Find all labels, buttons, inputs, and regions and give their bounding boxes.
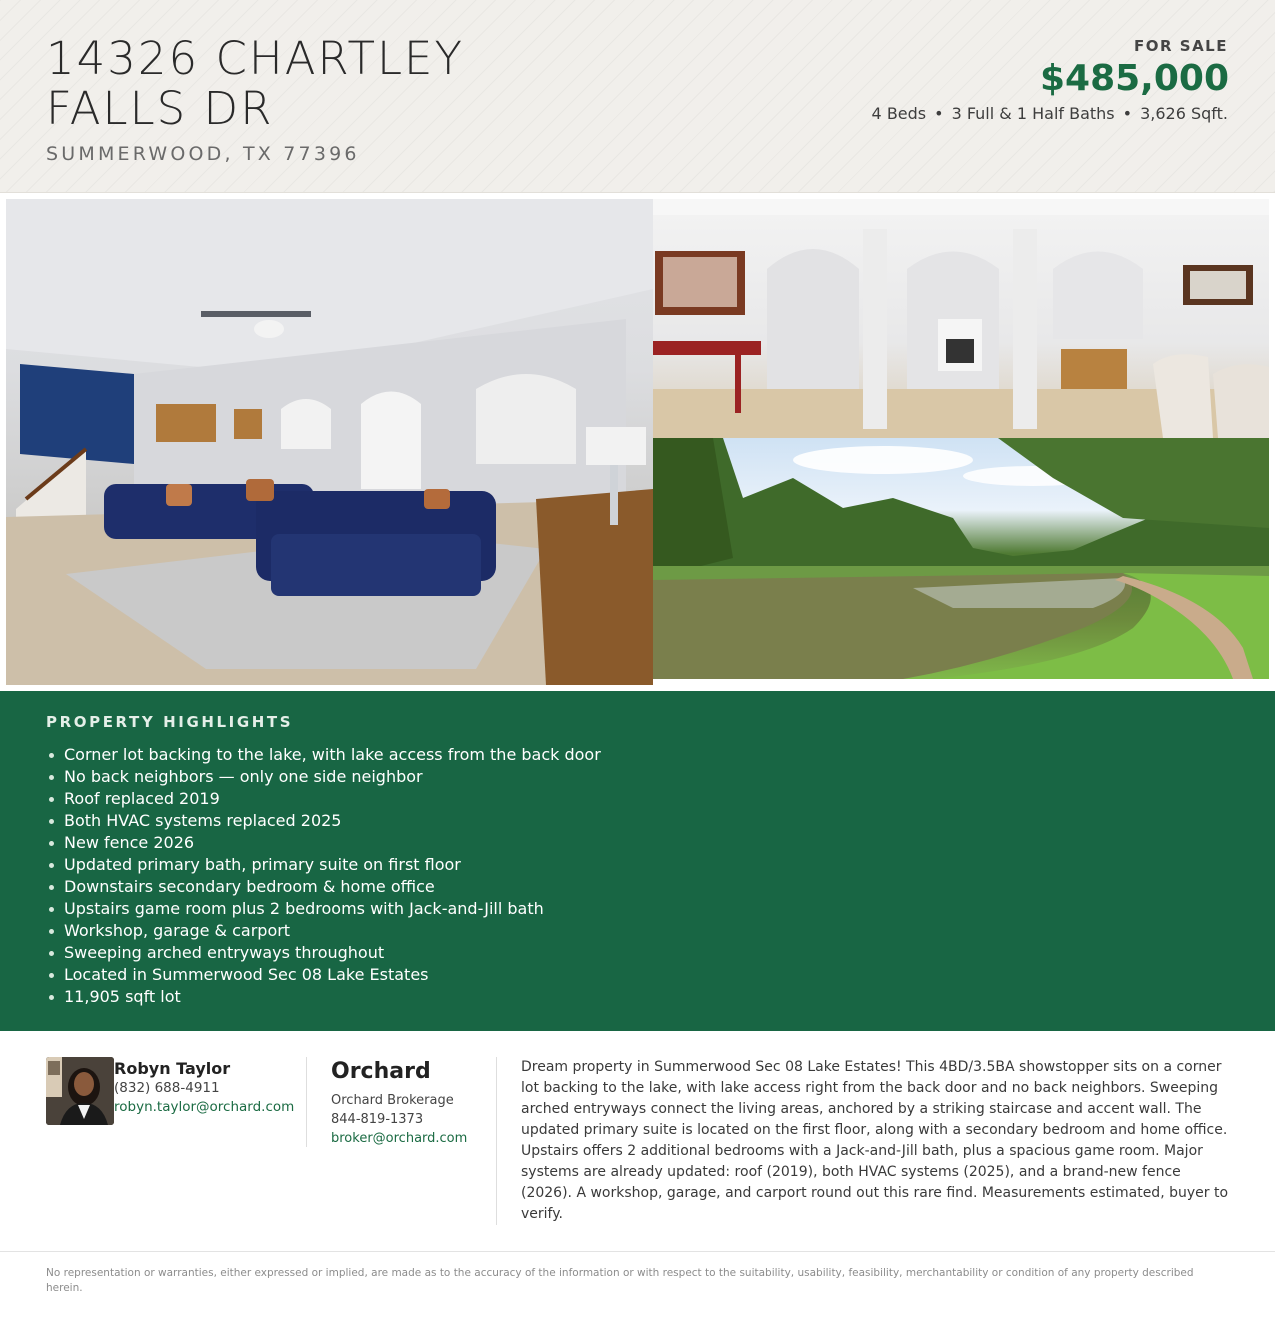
- highlight-item: No back neighbors — only one side neighbor: [46, 766, 601, 788]
- listing-price: $485,000: [1039, 58, 1229, 99]
- highlights-list: [46, 744, 601, 1008]
- property-highlights: [0, 691, 1275, 1031]
- broker-email-link[interactable]: broker@orchard.com: [331, 1131, 468, 1146]
- highlight-item: Located in Summerwood Sec 08 Lake Estates: [46, 964, 601, 986]
- footer-divider: [0, 1251, 1275, 1252]
- listing-status: FOR SALE: [1134, 37, 1228, 55]
- highlight-item: Workshop, garage & carport: [46, 920, 601, 942]
- photo-lake-view: [653, 438, 1269, 679]
- divider: [306, 1057, 307, 1147]
- photo-entry-arches: [653, 199, 1269, 438]
- agent-phone[interactable]: (832) 688-4911: [114, 1080, 220, 1096]
- highlight-item: Downstairs secondary bedroom & home office: [46, 876, 601, 898]
- broker-phone[interactable]: 844-819-1373: [331, 1112, 424, 1127]
- legal-disclaimer: No representation or warranties, either expressed or implied, are made as to the accuracy of the information or with respect to the suitability, usability, feasibility, merchantability or condition of any property described herein.: [46, 1267, 1194, 1294]
- property-specs: [872, 104, 1228, 123]
- agent-name: Robyn Taylor: [114, 1059, 231, 1078]
- broker-logo: Orchard: [331, 1059, 431, 1084]
- lake-view-illustration: [653, 438, 1269, 679]
- baths-count: 3 Full & 1 Half Baths: [951, 104, 1115, 123]
- highlight-item: Sweeping arched entryways throughout: [46, 942, 601, 964]
- broker-name: Orchard Brokerage: [331, 1093, 454, 1108]
- sqft-count: 3,626 Sqft.: [1140, 104, 1228, 123]
- entry-arches-illustration: [653, 199, 1269, 438]
- highlight-item: Corner lot backing to the lake, with lake access from the back door: [46, 744, 601, 766]
- highlight-item: Roof replaced 2019: [46, 788, 601, 810]
- property-description: Dream property in Summerwood Sec 08 Lake Estates! This 4BD/3.5BA showstopper sits on a corner lot backing to the lake, with lake access right from the back door and no back neighbors. Sweeping arched entryways connect the living areas, anchored by a striking staircase and accent wall. The updated primary suite is located on the first floor, along with a secondary bedroom and home office. Upstairs offers 2 additional bedrooms with a Jack-and-Jill bath, plus a spacious game room. Major systems are already updated: roof (2019), both HVAC systems (2025), and a brand-new fence (2026). A workshop, garage, and carport round out this rare find. Measurements estimated, buyer to verify.: [521, 1059, 1229, 1222]
- spec-separator: •: [934, 104, 944, 123]
- agent-avatar: [46, 1057, 114, 1125]
- highlight-item: Upstairs game room plus 2 bedrooms with Jack-and-Jill bath: [46, 898, 601, 920]
- city-state-zip: SUMMERWOOD, TX 77396: [46, 143, 360, 165]
- beds-count: 4 Beds: [871, 104, 927, 123]
- address-line-1: 14326 CHARTLEY: [46, 32, 464, 85]
- highlight-item: Updated primary bath, primary suite on first floor: [46, 854, 601, 876]
- photo-living-room: [6, 199, 653, 685]
- spec-separator: •: [1122, 104, 1133, 123]
- address-line-2: FALLS DR: [46, 82, 274, 135]
- highlight-item: 11,905 sqft lot: [46, 986, 601, 1008]
- agent-email-link[interactable]: robyn.taylor@orchard.com: [114, 1099, 295, 1115]
- listing-header: [0, 0, 1275, 193]
- agent-photo-illustration: [46, 1057, 114, 1125]
- living-room-illustration: [6, 199, 653, 685]
- divider: [496, 1057, 497, 1225]
- highlight-item: New fence 2026: [46, 832, 601, 854]
- highlights-title: PROPERTY HIGHLIGHTS: [46, 713, 294, 731]
- highlight-item: Both HVAC systems replaced 2025: [46, 810, 601, 832]
